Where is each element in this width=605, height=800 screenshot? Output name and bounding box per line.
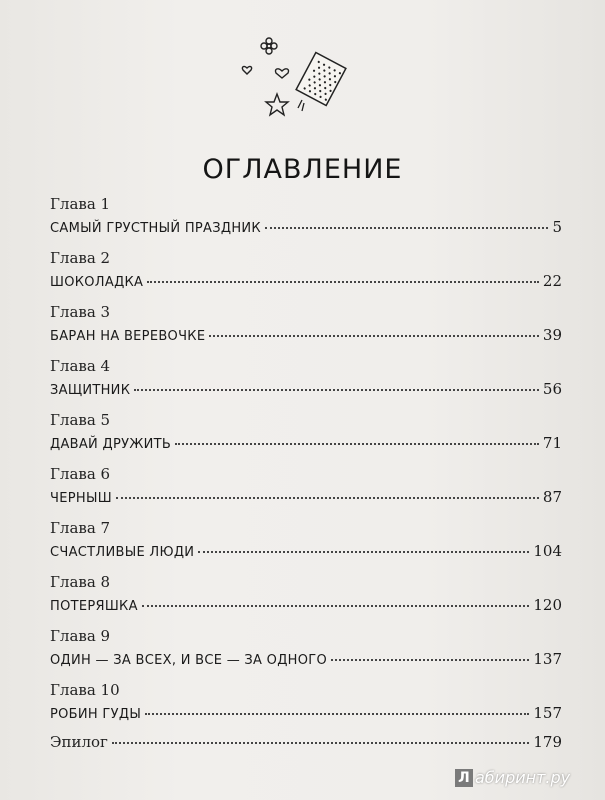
dot-leader — [198, 551, 529, 553]
toc-entry[interactable] — [50, 380, 562, 398]
table-of-contents — [50, 195, 562, 735]
chapter-label: Глава 9 — [50, 627, 111, 645]
toc-chapter-2 — [50, 249, 562, 303]
chapter-title: РОБИН ГУДЫ — [50, 707, 142, 722]
flower-icon — [261, 38, 277, 54]
toc-entry[interactable] — [50, 650, 562, 668]
chapter-label: Глава 6 — [50, 465, 111, 483]
page-number: 22 — [542, 272, 562, 290]
dot-leader — [112, 742, 529, 744]
toc-epilogue[interactable] — [50, 733, 562, 751]
dot-leader — [209, 335, 539, 337]
chapter-title: ДАВАЙ ДРУЖИТЬ — [50, 437, 172, 452]
toc-chapter-8 — [50, 573, 562, 627]
dot-leader — [265, 227, 549, 229]
chapter-title: ШОКОЛАДКА — [50, 275, 144, 290]
page-number: 104 — [533, 542, 562, 560]
dot-leader — [331, 659, 529, 661]
toc-entry[interactable] — [50, 218, 562, 236]
chapter-title: ЧЕРНЫШ — [50, 491, 112, 506]
epilogue-title: Эпилог — [50, 733, 108, 751]
dot-leader — [116, 497, 539, 499]
toc-entry[interactable] — [50, 596, 562, 614]
star-icon — [266, 94, 288, 115]
chapter-label: Глава 8 — [50, 573, 111, 591]
page-number: 179 — [533, 733, 562, 751]
toc-entry[interactable] — [50, 434, 562, 452]
chapter-label: Глава 4 — [50, 357, 111, 375]
page-number: 71 — [542, 434, 562, 452]
page-number: 5 — [552, 218, 562, 236]
watermark-text: абиринт.ру — [475, 768, 571, 787]
page-number: 137 — [533, 650, 562, 668]
chapter-label: Глава 3 — [50, 303, 111, 321]
chapter-title: ЗАЩИТНИК — [50, 383, 131, 398]
toc-chapter-9 — [50, 627, 562, 681]
page-number: 87 — [542, 488, 562, 506]
dot-leader — [142, 605, 530, 607]
chapter-label: Глава 1 — [50, 195, 111, 213]
chapter-title: САМЫЙ ГРУСТНЫЙ ПРАЗДНИК — [50, 221, 261, 236]
doodle-illustration — [232, 36, 362, 126]
heart-icon — [242, 67, 251, 74]
toc-entry[interactable] — [50, 488, 562, 506]
toc-chapter-1 — [50, 195, 562, 249]
toc-chapter-7 — [50, 519, 562, 573]
toc-chapter-10 — [50, 681, 562, 735]
dot-leader — [147, 281, 539, 283]
page-title: ОГЛАВЛЕНИЕ — [202, 154, 403, 185]
chapter-label: Глава 10 — [50, 681, 120, 699]
watermark-logo-letter: Л — [455, 769, 473, 787]
chapter-title: СЧАСТЛИВЫЕ ЛЮДИ — [50, 545, 195, 560]
chapter-label: Глава 5 — [50, 411, 111, 429]
toc-chapter-3 — [50, 303, 562, 357]
chapter-title: БАРАН НА ВЕРЕВОЧКЕ — [50, 329, 206, 344]
labirint-watermark — [455, 768, 570, 787]
dot-leader — [175, 443, 539, 445]
page-number: 39 — [542, 326, 562, 344]
toc-entry[interactable] — [50, 326, 562, 344]
chapter-label: Глава 2 — [50, 249, 111, 267]
dot-leader — [134, 389, 539, 391]
heart-icon — [275, 69, 288, 78]
toc-chapter-4 — [50, 357, 562, 411]
page-number: 157 — [533, 704, 562, 722]
dot-leader — [145, 713, 529, 715]
toc-chapter-6 — [50, 465, 562, 519]
chapter-label: Глава 7 — [50, 519, 111, 537]
toc-entry[interactable] — [50, 704, 562, 722]
toc-chapter-5 — [50, 411, 562, 465]
toc-entry[interactable] — [50, 272, 562, 290]
page-number: 56 — [542, 380, 562, 398]
toc-entry[interactable] — [50, 542, 562, 560]
page-number: 120 — [533, 596, 562, 614]
notebook-icon — [296, 52, 346, 111]
chapter-title: ОДИН — ЗА ВСЕХ, И ВСЕ — ЗА ОДНОГО — [50, 653, 328, 668]
chapter-title: ПОТЕРЯШКА — [50, 599, 138, 614]
